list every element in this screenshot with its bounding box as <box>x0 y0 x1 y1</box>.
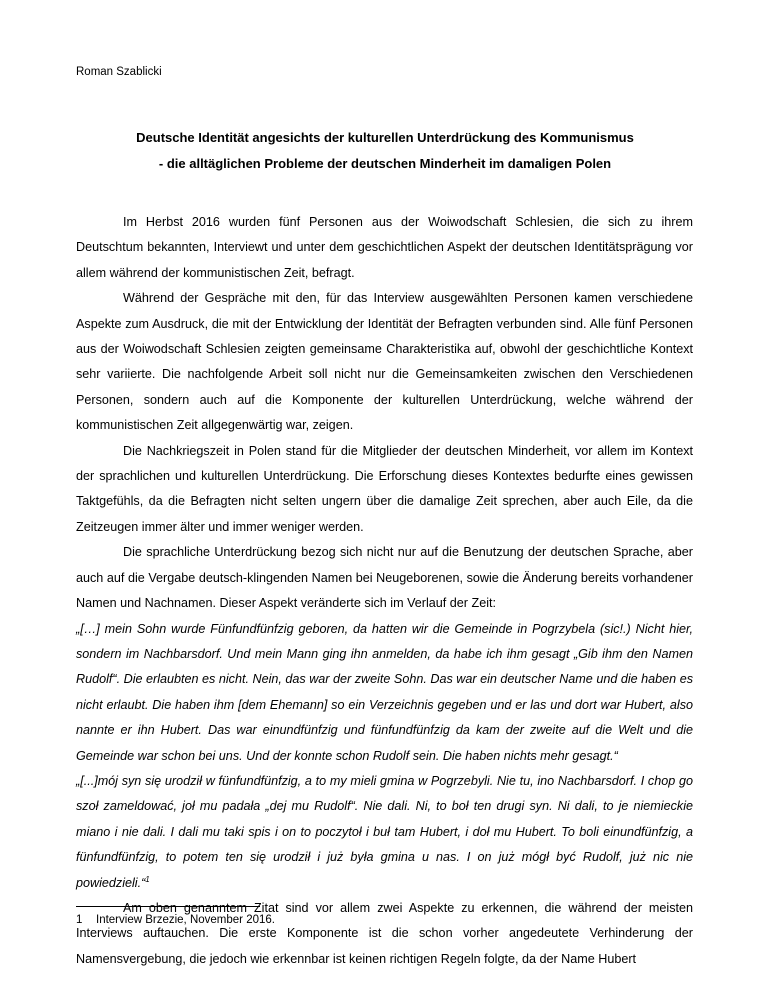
quote-polish-text: „[...]mój syn się urodził w fünfundfünfzig, a to my mieli gmina w Pogrzebyli. Nie tu, ino Nachbarsdorf. I chop go szoł zameldować, joł mu padała „dej mu Rudolf“. Nie dali. Ni, to boł ten drugi syn. Ni dali, to je niemieckie miano i nie dali. I dali mu taki spis i on to poczytoł i buł tam Hubert, i doł mu Hubert. To boli einundfünfzig, a fünfundfünfzig, to potem ten się urodził i już była gmina u nas. I on już mógł być Rudolf, już nic nie powiedzieli.“ <box>76 773 693 890</box>
footnote <box>76 914 275 926</box>
footnote-text: Interview Brzezie, November 2016. <box>96 914 275 926</box>
footnote-reference[interactable]: 1 <box>145 874 150 884</box>
paragraph-2: Während der Gespräche mit den, für das Interview ausgewählten Personen kamen verschiedene Aspekte zum Ausdruck, die mit der Entwicklung der Identität der Befragten verbunden sind. Alle fünf Personen aus der Woiwodschaft Schlesien zeigten gemeinsame Charakteristika auf, obwohl der geschichtliche Kontext sehr variierte. Die nachfolgende Arbeit soll nicht nur die Gemeinsamkeiten zwischen den Verschiedenen Personen, sondern auch auf die Komponente der kulturellen Unterdrückung, welche während der kommunistischen Zeit allgegenwärtig war, zeigen. <box>76 291 693 433</box>
title-line-1: Deutsche Identität angesichts der kulturellen Unterdrückung des Kommunismus <box>136 130 634 145</box>
paragraph-4: Die sprachliche Unterdrückung bezog sich nicht nur auf die Benutzung der deutschen Sprache, aber auch auf die Vergabe deutsch-klingenden Namen bei Neugeborenen, sowie die Änderung bereits vorhandener Namen und Nachnamen. Dieser Aspekt veränderte sich im Verlauf der Zeit: <box>76 545 693 611</box>
title-line-2: - die alltäglichen Probleme der deutschen Minderheit im damaligen Polen <box>158 156 612 171</box>
author-name: Roman Szablicki <box>76 66 162 78</box>
document-title <box>60 125 710 177</box>
quote-polish <box>76 769 693 896</box>
footnote-number: 1 <box>76 914 83 926</box>
paragraph-3: Die Nachkriegszeit in Polen stand für die Mitglieder der deutschen Minderheit, vor allem im Kontext der sprachlichen und kulturellen Unterdrückung. Die Erforschung dieses Kontextes bedurfte eines gewissen Taktgefühls, da die Befragten nicht selten ungern über die damalige Zeit sprechen, aber auch Eile, da die Zeitzeugen immer älter und immer weniger werden. <box>76 443 693 534</box>
body-text <box>76 210 693 972</box>
footnote-divider <box>76 906 260 907</box>
paragraph-5: Am oben genanntem Zitat sind vor allem zwei Aspekte zu erkennen, die während der meisten Interviews auftauchen. Die erste Komponente ist die schon vorher angedeutete Verhinderung der Namensvergebung, die jedoch wie erkennbar ist keinen richtigen Regeln folgte, da der Name Hubert <box>76 900 693 966</box>
quote-german: „[…] mein Sohn wurde Fünfundfünfzig geboren, da hatten wir die Gemeinde in Pogrzybela (sic!.) Nicht hier, sondern im Nachbarsdorf. Und mein Mann ging ihn anmelden, da habe ich ihm gesagt „Gib ihm den Namen Rudolf“. Die erlaubten es nicht. Nein, das war der zweite Sohn. Das war ein deutscher Name und die haben es nicht erlaubt. Die haben ihm [dem Ehemann] so ein Verzeichnis gegeben und er las und dort war Hubert, also nannte er ihn Hubert. Das war einundfünfzig und fünfundfünfzig da kam der zweite auf die Welt und die Gemeinde war schon bei uns. Und der konnte schon Rudolf sein. Die haben nichts mehr gesagt.“ <box>76 621 693 763</box>
paragraph-1: Im Herbst 2016 wurden fünf Personen aus der Woiwodschaft Schlesien, die sich zu ihrem Deutschtum bekannten, Interviewt und unter dem geschichtlichen Aspekt der deutschen Identitätsprägung vor allem während der kommunistischen Zeit, befragt. <box>76 215 693 280</box>
